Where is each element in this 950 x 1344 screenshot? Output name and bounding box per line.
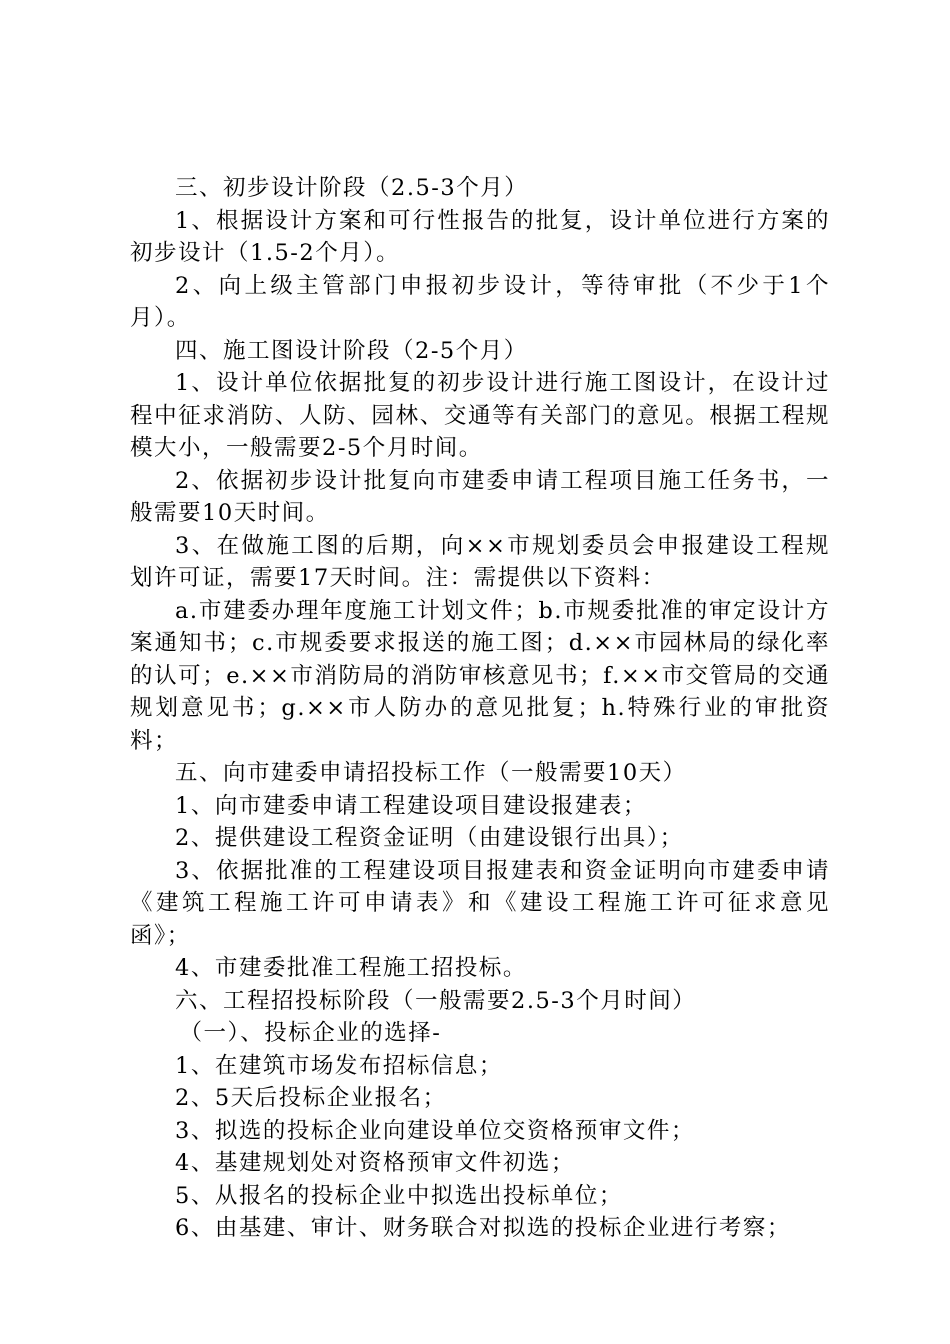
- required-materials-list: a.市建委办理年度施工计划文件；b.市规委批准的审定设计方案通知书；c.市规委要求报送的施工图；d.××市园林局的绿化率的认可；e.××市消防局的消防审核意见书；f.××市交管局的交通规划意见书；g.××市人防办的意见批复；h.特殊行业的审批资料；: [130, 597, 830, 754]
- list-item: 1、向市建委申请工程建设项目建设报建表；: [175, 792, 647, 819]
- list-item: 1、在建筑市场发布招标信息；: [175, 1052, 503, 1079]
- list-item: 1、根据设计方案和可行性报告的批复，设计单位进行方案的初步设计（1.5-2个月）。: [130, 207, 830, 266]
- list-item: 2、向上级主管部门申报初步设计，等待审批（不少于1个月）。: [130, 272, 830, 331]
- list-item: 2、依据初步设计批复向市建委申请工程项目施工任务书，一般需要10天时间。: [130, 467, 830, 526]
- section-heading-construction-drawing: 四、施工图设计阶段（2-5个月）: [175, 337, 528, 364]
- document-body: [130, 172, 830, 1245]
- list-item: 5、从报名的投标企业中拟选出投标单位；: [175, 1182, 623, 1209]
- list-item: 2、5天后投标企业报名；: [175, 1085, 447, 1111]
- section-heading-bidding-stage: 六、工程招投标阶段（一般需要2.5-3个月时间）: [175, 987, 697, 1014]
- list-item: 3、在做施工图的后期，向××市规划委员会申报建设工程规划许可证，需要17天时间。注：需提供以下资料：: [130, 532, 830, 591]
- section-heading-bidding-application: 五、向市建委申请招投标工作（一般需要10天）: [175, 760, 687, 786]
- list-item: 3、拟选的投标企业向建设单位交资格预审文件；: [175, 1117, 695, 1144]
- list-item: 4、市建委批准工程施工招投标。: [175, 955, 527, 981]
- list-item: 4、基建规划处对资格预审文件初选；: [175, 1150, 575, 1176]
- list-item: 3、依据批准的工程建设项目报建表和资金证明向市建委申请《建筑工程施工许可申请表》和《建设工程施工许可征求意见函》；: [130, 857, 830, 949]
- section-heading-preliminary-design: 三、初步设计阶段（2.5-3个月）: [175, 175, 529, 201]
- list-item: 6、由基建、审计、财务联合对拟选的投标企业进行考察；: [175, 1215, 791, 1241]
- list-item: 2、提供建设工程资金证明（由建设银行出具）；: [175, 825, 684, 851]
- list-item: 1、设计单位依据批复的初步设计进行施工图设计，在设计过程中征求消防、人防、园林、交通等有关部门的意见。根据工程规模大小，一般需要2-5个月时间。: [130, 370, 830, 461]
- subsection-heading-bidder-selection: （一）、投标企业的选择-: [179, 1020, 442, 1046]
